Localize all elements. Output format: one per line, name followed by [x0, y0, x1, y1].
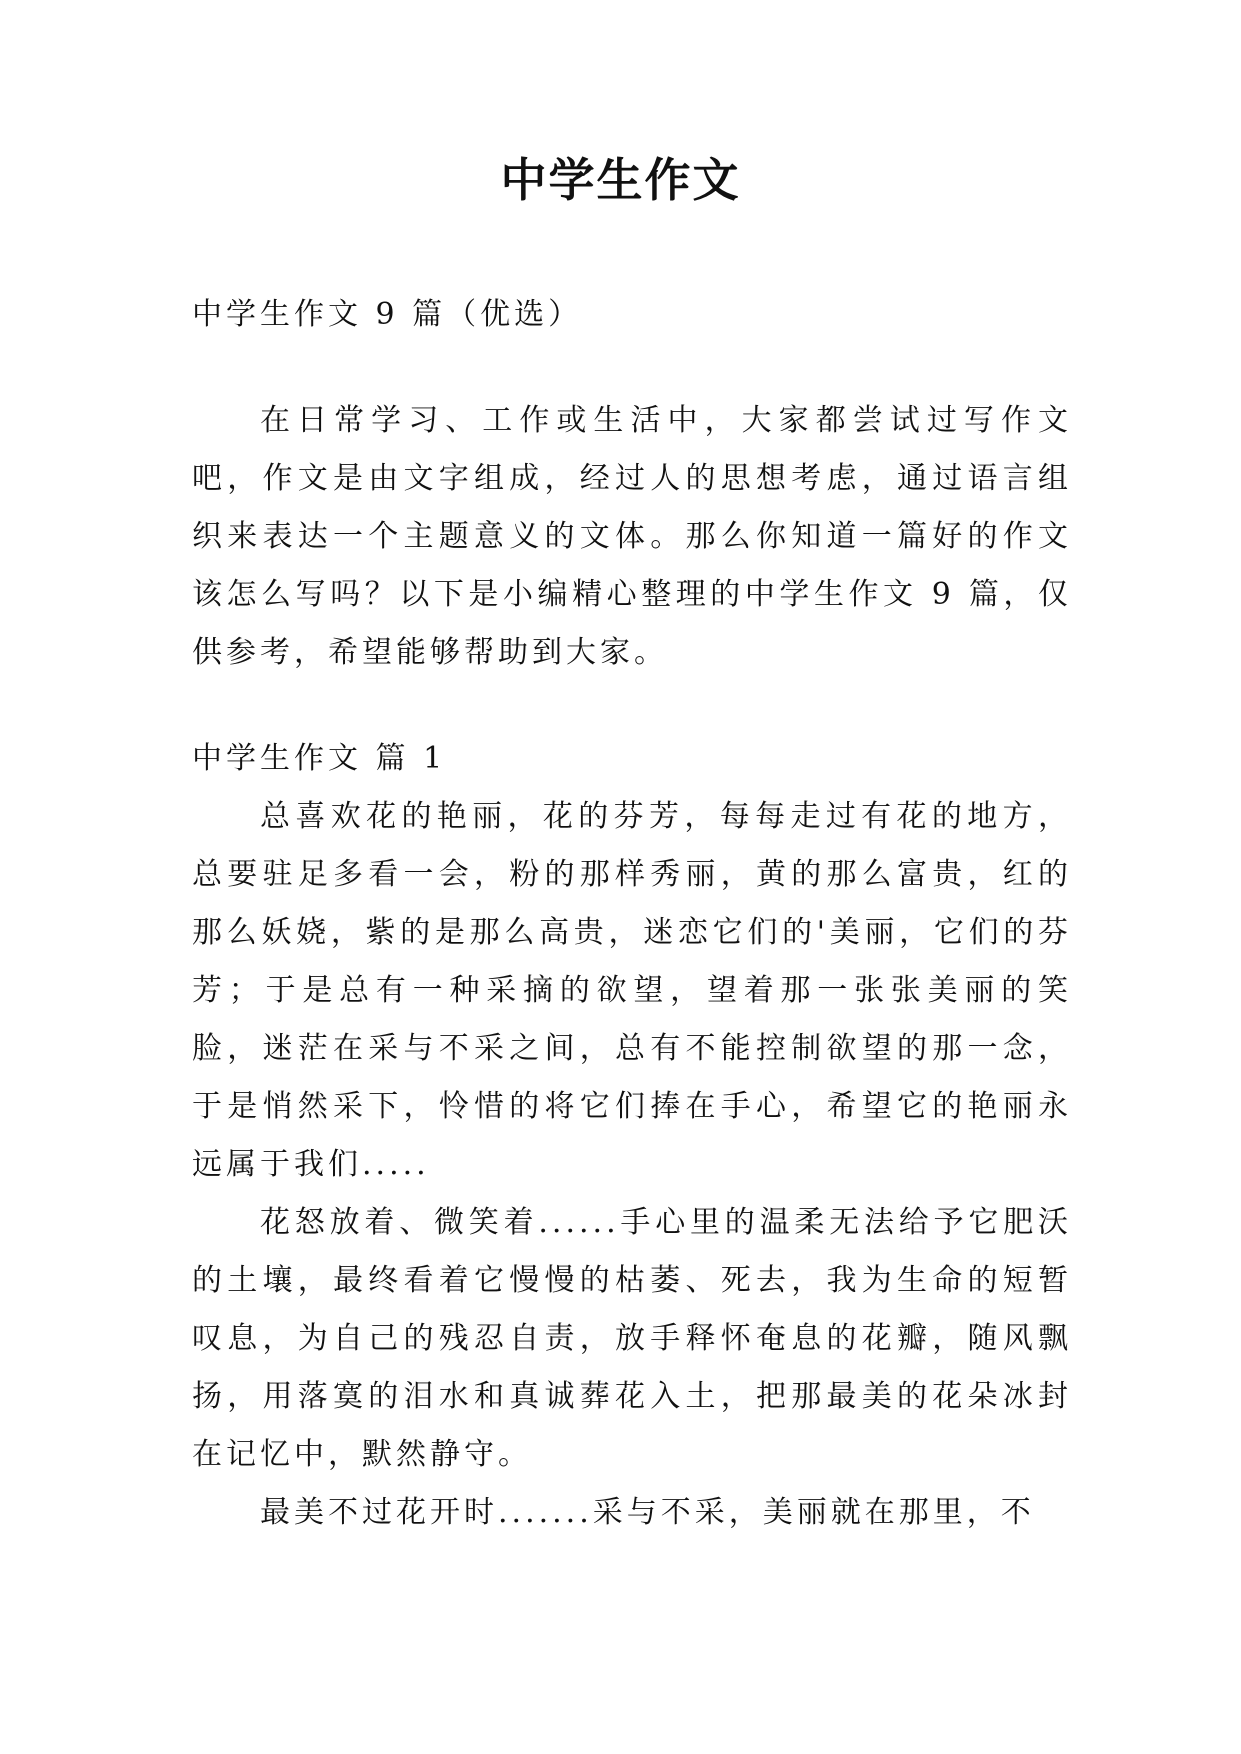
body-paragraph: 最美不过花开时.......采与不采，美丽就在那里，不 — [260, 1495, 1035, 1530]
document-body — [192, 286, 1072, 1542]
intro-paragraph: 在日常学习、工作或生活中，大家都尝试过写作文吧，作文是由文字组成，经过人的思想考虑，通过语言组织来表达一个主题意义的文体。那么你知道一篇好的作文该怎么写吗？以下是小编精心整理的中学生作文 9 篇，仅供参考，希望能够帮助到大家。 — [192, 403, 1072, 670]
document-title: 中学生作文 — [500, 153, 741, 207]
body-paragraph: 总喜欢花的艳丽，花的芬芳，每每走过有花的地方，总要驻足多看一会，粉的那样秀丽，黄的那么富贵，红的那么妖娆，紫的是那么高贵，迷恋它们的'美丽，它们的芬芳；于是总有一种采摘的欲望，望着那一张张美丽的笑脸，迷茫在采与不采之间，总有不能控制欲望的那一念，于是悄然采下，怜惜的将它们捧在手心，希望它的艳丽永远属于我们..... — [192, 799, 1072, 1182]
section-heading: 中学生作文 篇 1 — [192, 741, 447, 776]
body-paragraph: 花怒放着、微笑着......手心里的温柔无法给予它肥沃的土壤，最终看着它慢慢的枯萎、死去，我为生命的短暂叹息，为自己的残忍自责，放手释怀奄息的花瓣，随风飘扬，用落寞的泪水和真诚葬花入土，把那最美的花朵冰封在记忆中，默然静守。 — [192, 1205, 1072, 1472]
document-subtitle: 中学生作文 9 篇（优选） — [192, 297, 583, 332]
